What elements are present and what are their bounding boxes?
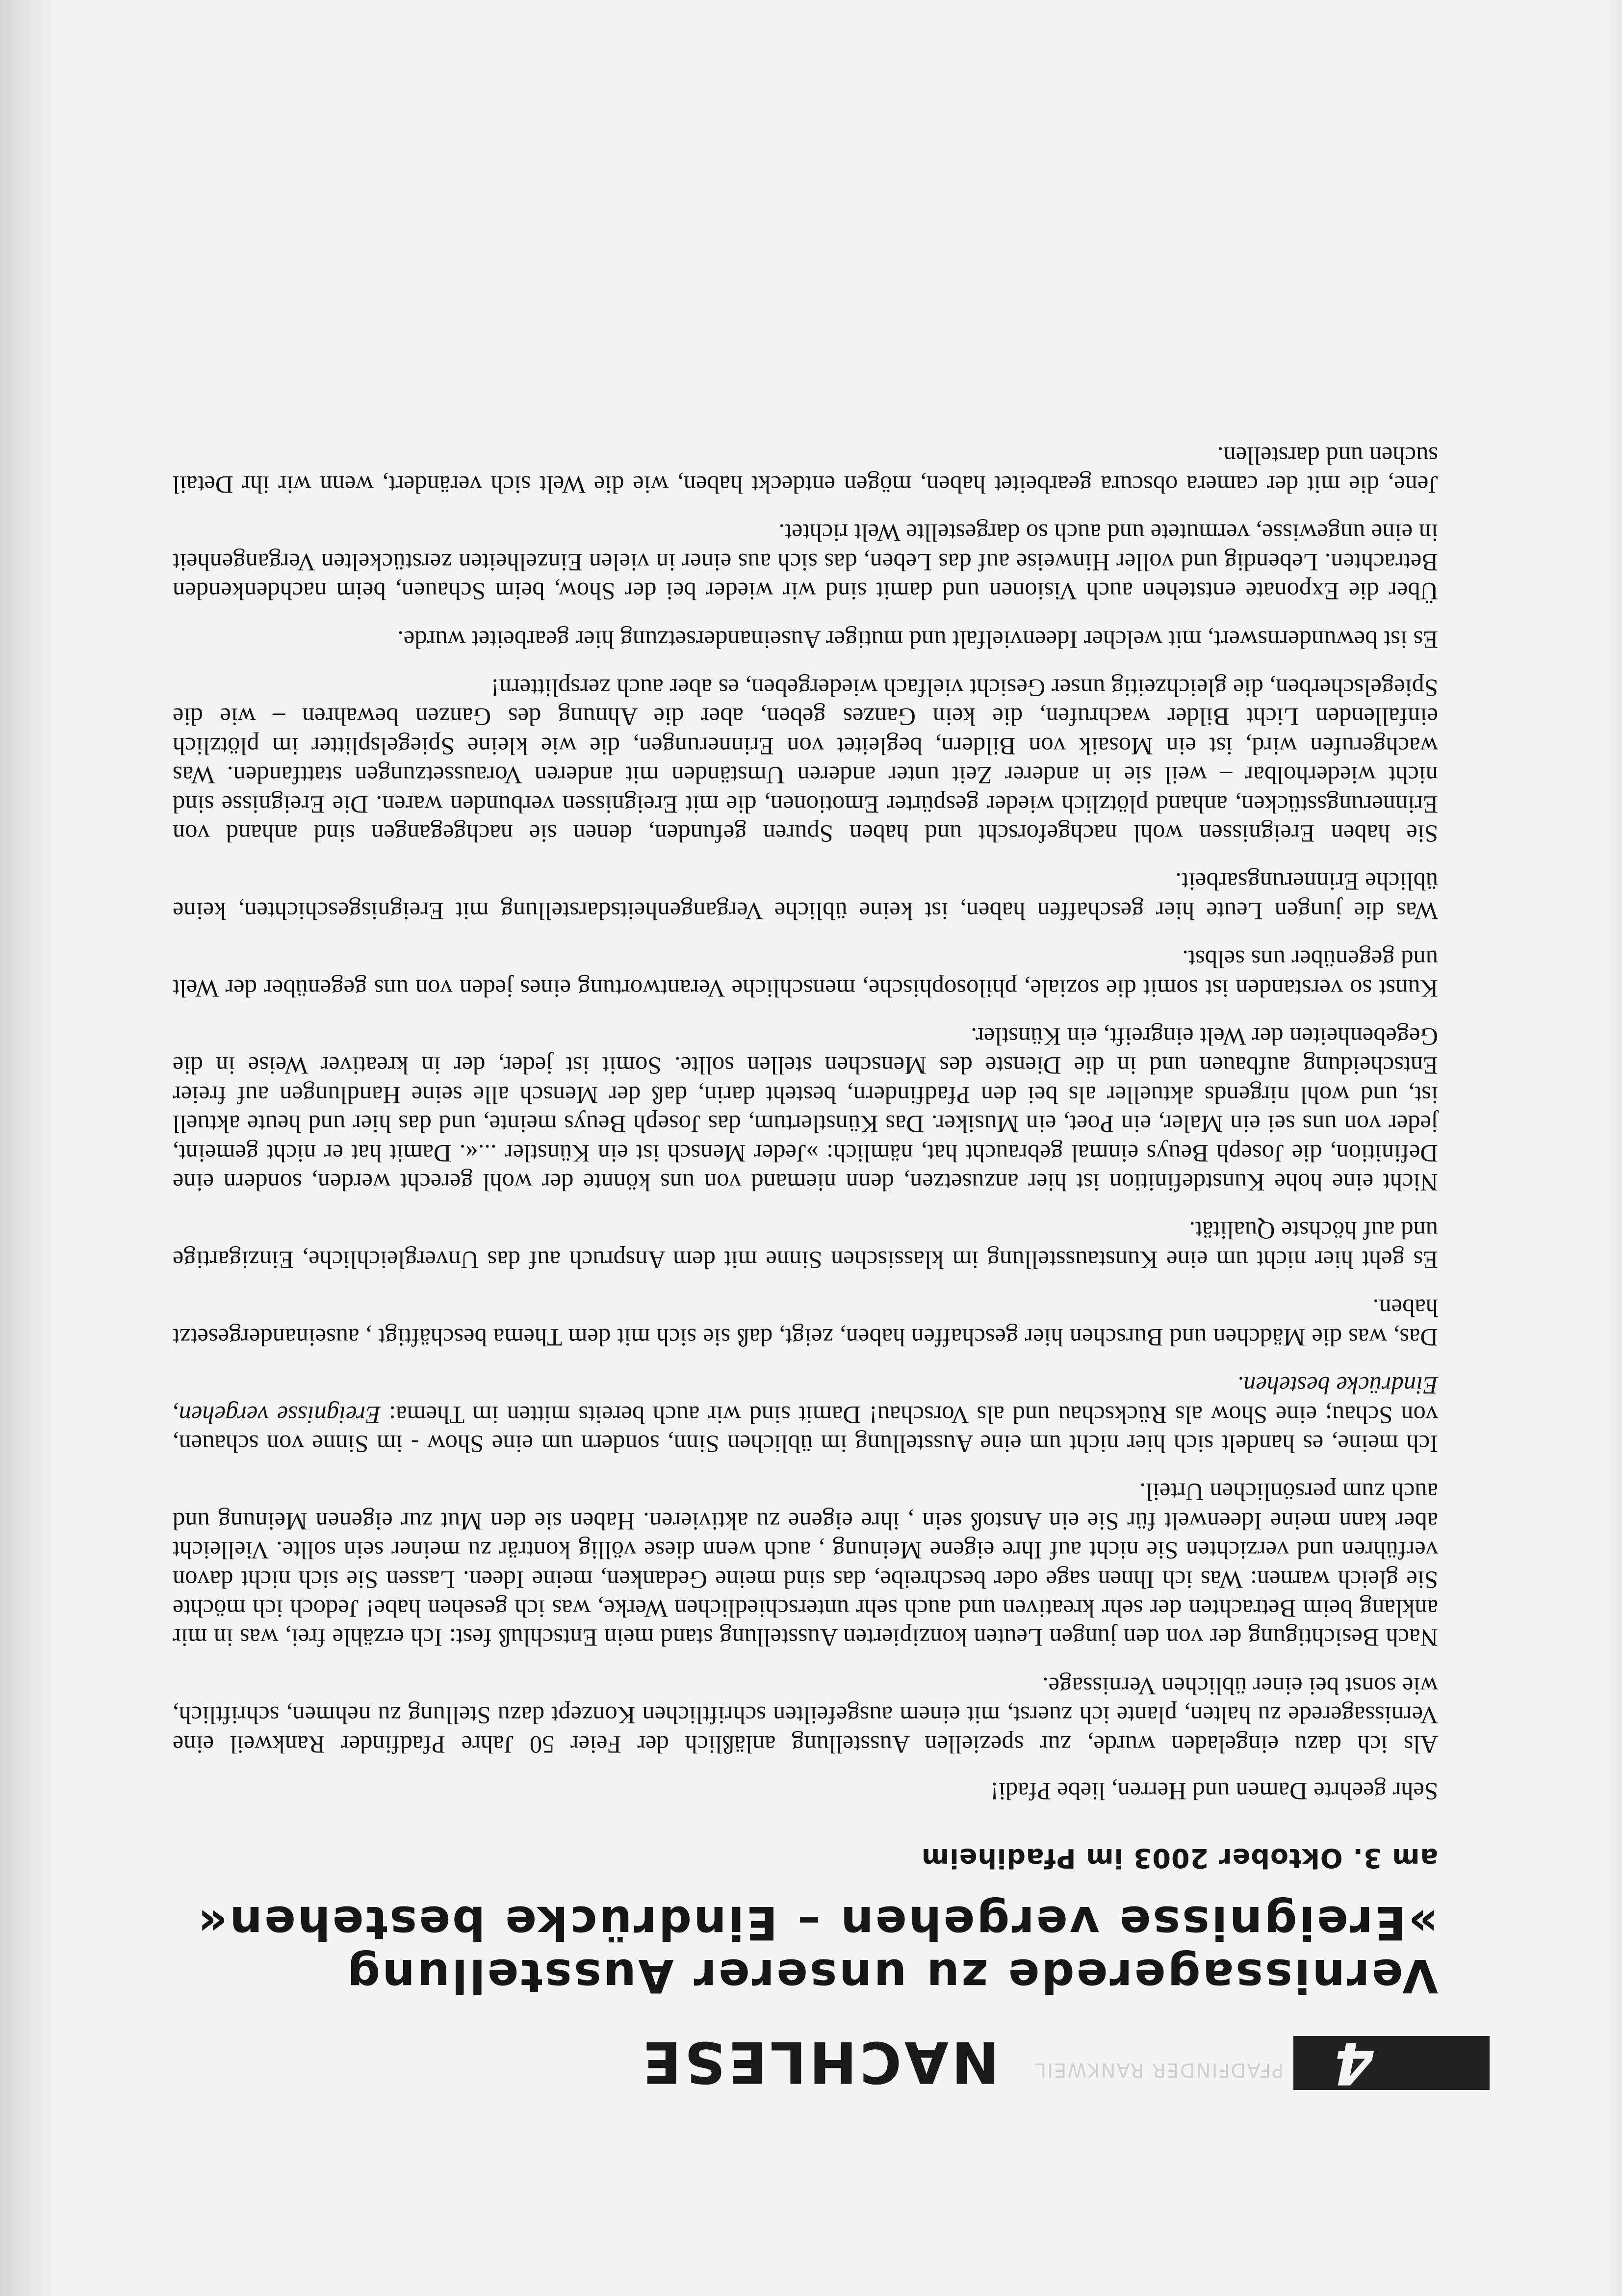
paragraph-2: Nach Besichtigung der von den jungen Leuten konzipierten Ausstellung stand mein Entschluß fest: Ich erzähle frei, was in mir anklang beim Betrachten der sehr kreativen und auch sehr unterschiedlichen Werke, was ich gesehen habe! Jedoch ich möchte Sie gleich warnen: Was ich Ihnen sage oder beschreibe, das sind meine Gedanken, meine Ideen. Lassen Sie sich nicht davon verführen und verzichten Sie nicht auf Ihre eigene Meinung , auch wenn diese völlig konträr zu meiner sein sollte. Vielleicht aber kann meine Ideenwelt für Sie ein Anstoß sein , ihre eigene zu aktivieren. Haben sie den Mut zur eigenen Meinung und auch zum persönlichen Urteil. <box>173 1478 1438 1652</box>
paragraph-8: Was die jungen Leute hier geschaffen haben, ist keine übliche Vergangenheitsdarstellung mit Ereignisgeschichten, keine übliche Erinnerungsarbeit. <box>173 868 1438 925</box>
paragraph-9: Sie haben Ereignissen wohl nachgeforscht und haben Spuren gefunden, denen sie nachgegangen sind anhand von Erinnerungsstücken, anhand plötzlich wieder gespürter Emotionen, die mit Ereignissen verbunden waren. Die Ereignisse sind nicht wiederholbar – weil sie in anderer Zeit unter anderen Umständen mit anderen Voraussetzungen stattfanden. Was wachgerufen wird, ist ein Mosaik von Bildern, begleitet von Erinnerungen, die wie kleine Spiegelsplitter im plötzlich einfallenden Licht Bilder wachrufen, die kein Ganzes geben, aber die Ahnung des Ganzen bewahren – wie die Spiegelscherben, die gleichzeitig unser Gesicht vielfach wiedergeben, es aber auch zersplittern! <box>173 674 1438 848</box>
page-edge-shadow <box>1602 0 1622 2296</box>
paragraph-5: Es geht hier nicht um eine Kunstausstellung im klassischen Sinne mit dem Anspruch auf das Unvergleichliche, Einzigartige und auf höchste Qualität. <box>173 1217 1438 1274</box>
paragraph-3-text: Ich meine, es handelt sich hier nicht um eine Ausstellung im üblichen Sinn, sondern um eine Show - im Sinne von schauen, von Schau; eine Show als Rückschau und als Vorschau! Damit sind wir auch bereits mitten im Thema: <box>173 1401 1438 1458</box>
salutation: Sehr geehrte Damen und Herren, liebe Pfadi! <box>990 1777 1438 1805</box>
paragraph-7: Kunst so verstanden ist somit die soziale, philosophische, menschliche Verantwortung eines jeden von uns gegenüber der Welt und gegenüber uns selbst. <box>173 945 1438 1002</box>
page-number-bar <box>1293 2036 1490 2090</box>
paragraph-12: Jene, die mit der camera obscura gearbeitet haben, mögen entdeckt haben, wie die Welt sich verändert, wenn wir ihr Detail suchen und darstellen. <box>173 442 1438 498</box>
article-title-line-2: »Ereignisse vergehen – Eindrücke bestehen« <box>196 1896 1438 1949</box>
section-title: NACHLESE <box>639 2029 999 2095</box>
article-title-line-1: Vernissagerede zu unserer Ausstellung <box>345 1949 1438 2002</box>
paragraph-4: Das, was die Mädchen und Burschen hier geschaffen haben, zeigt, daß sie sich mit dem Thema beschäftigt , auseinandergesetzt haben. <box>173 1294 1438 1351</box>
paragraph-6: Nicht eine hohe Kunstdefinition ist hier anzusetzen, denn niemand von uns könnte der wohl gerecht werden, sondern eine Definition, die Joseph Beuys einmal gebraucht hat, nämlich: »Jeder Mensch ist ein Künstler ...«. Damit hat er nicht gemeint, jeder von uns sei ein Maler, ein Poet, ein Musiker. Das Künstlertum, das Joseph Beuys meinte, und das hier und heute aktuell ist, und wohl nirgends aktueller als bei den Pfadfindern, besteht darin, daß der Mensch alle seine Handlungen auf freier Entscheidung aufbauen und in die Dienste des Menschen stellen sollte. Somit ist jeder, der in kreativer Weise in die Gegebenheiten der Welt eingreift, ein Künstler. <box>173 1023 1438 1197</box>
section-tag: PFADFINDER RANKWEIL <box>1034 2059 1284 2081</box>
page-header <box>48 2029 1490 2097</box>
binding-shadow <box>0 0 57 2296</box>
article-title-block <box>173 1843 1438 2002</box>
paragraph-10: Es ist bewundernswert, mit welcher Ideenvielfalt und mutiger Auseinandersetzung hier gearbeitet wurde. <box>397 626 1438 653</box>
article-subtitle: am 3. Oktober 2003 im Pfadiheim <box>921 1843 1438 1874</box>
exhibition-motto: Ereignisse vergehen, Eindrücke bestehen. <box>173 1372 1438 1429</box>
article-body <box>173 421 1438 1805</box>
paragraph-3 <box>173 1371 1438 1458</box>
paragraph-1: Als ich dazu eingeladen wurde, zur speziellen Ausstellung anläßlich der Feier 50 Jahre Pfadfinder Rankweil eine Vernissagerede zu halten, plante ich zuerst, mit einem ausgefeilten schriftlichen Konzept dazu Stellung zu nehmen, schriftlich, wie sonst bei einer üblichen Vernissage. <box>173 1672 1438 1758</box>
paragraph-11: Über die Exponate entstehen auch Visionen und damit sind wir wieder bei der Show, beim Schauen, beim nachdenkenden Betrachten. Lebendig und voller Hinweise auf das Leben, das sich aus einer in vielen Einzelheiten zerstückelten Vergangenheit in eine ungewisse, vermutete und auch so dargestellte Welt richtet. <box>173 519 1438 605</box>
page-number: 4 <box>1333 2030 1374 2097</box>
